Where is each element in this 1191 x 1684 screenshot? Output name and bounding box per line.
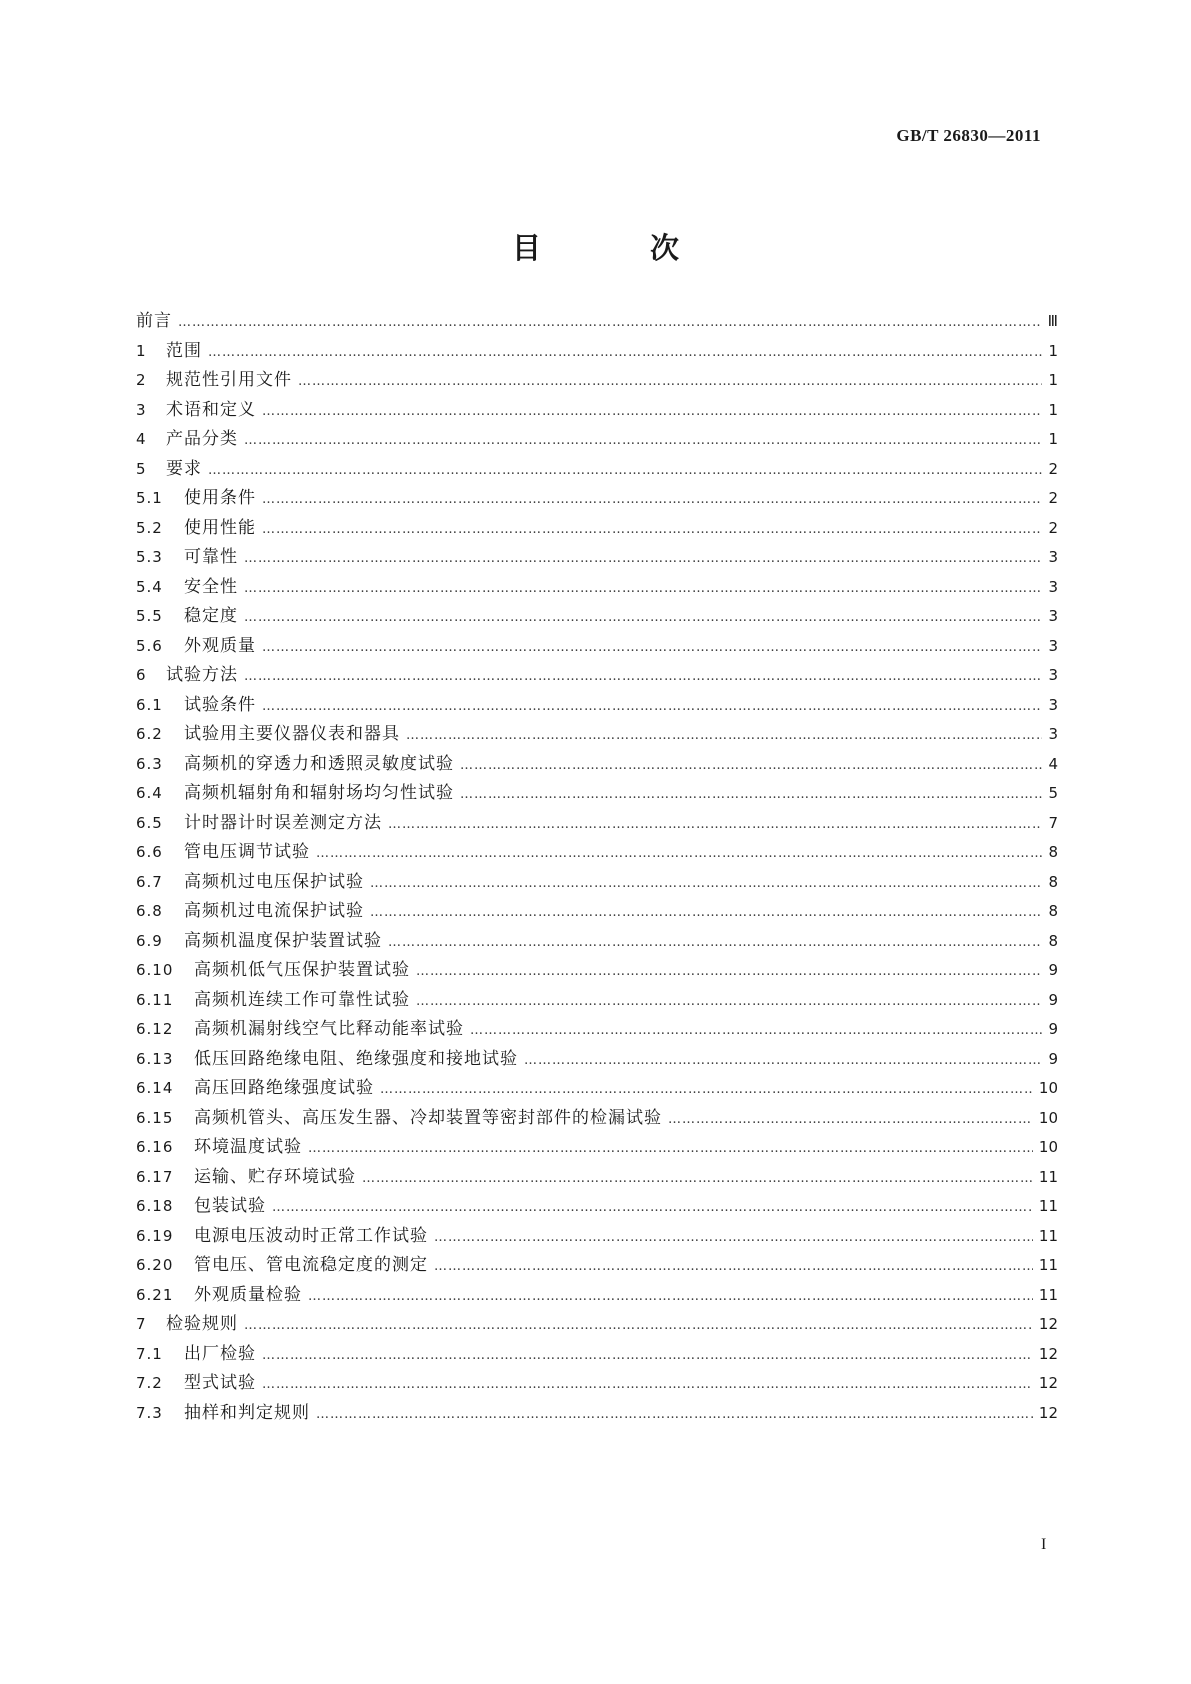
- page-number: I: [1041, 1536, 1047, 1553]
- toc-entry-page: 11: [1038, 1197, 1058, 1215]
- toc-entry-number: 6.14: [136, 1079, 174, 1097]
- toc-entry-page: 9: [1048, 961, 1058, 979]
- toc-entry[interactable]: [136, 1105, 1058, 1131]
- dot-leader: [406, 723, 1042, 749]
- toc-entry[interactable]: [136, 869, 1058, 895]
- toc-entry-number: 6.15: [136, 1108, 174, 1127]
- toc-entry-page: 3: [1048, 725, 1058, 743]
- toc-entry-title: 试验方法: [166, 665, 238, 685]
- toc-entry-page: 12: [1038, 1374, 1058, 1392]
- toc-entry-page: Ⅲ: [1047, 312, 1058, 330]
- toc-entry[interactable]: [136, 485, 1058, 511]
- toc-entry-title: 产品分类: [166, 429, 238, 449]
- toc-entry-number: 6.21: [136, 1285, 174, 1304]
- toc-entry-number: 6.20: [136, 1256, 174, 1274]
- dot-leader: [524, 1048, 1042, 1074]
- toc-entry-title: 管电压、管电流稳定度的测定: [194, 1255, 428, 1275]
- toc-entry-number: 5.5: [136, 607, 163, 625]
- toc-entry-number: 5: [136, 459, 147, 478]
- toc-entry-page: 4: [1048, 754, 1058, 773]
- dot-leader: [460, 753, 1042, 779]
- toc-entry-number: 6.9: [136, 931, 163, 950]
- toc-entry-number: 6.3: [136, 754, 163, 773]
- toc-entry-page: 2: [1048, 489, 1058, 507]
- dot-leader: [316, 1402, 1033, 1428]
- toc-entry-title: 环境温度试验: [194, 1137, 302, 1157]
- toc-entry-page: 10: [1038, 1079, 1058, 1097]
- toc-entry-title: 可靠性: [184, 547, 238, 567]
- dot-leader: [362, 1166, 1033, 1192]
- dot-leader: [262, 694, 1042, 720]
- toc-entry-page: 11: [1038, 1167, 1058, 1186]
- toc-entry-number: 6.17: [136, 1167, 174, 1186]
- toc-entry-number: 7.3: [136, 1403, 163, 1422]
- toc-entry[interactable]: [136, 1252, 1058, 1278]
- dot-leader: [272, 1195, 1033, 1221]
- dot-leader: [244, 605, 1042, 631]
- toc-entry-page: 1: [1048, 371, 1058, 389]
- toc-entry[interactable]: [136, 839, 1058, 865]
- dot-leader: [262, 1372, 1033, 1398]
- dot-leader: [388, 812, 1042, 838]
- toc-entry[interactable]: [136, 1046, 1058, 1072]
- dot-leader: [388, 930, 1042, 956]
- toc-entry[interactable]: [136, 751, 1058, 777]
- toc-entry-page: 9: [1048, 990, 1058, 1009]
- toc-entry[interactable]: [136, 957, 1058, 983]
- toc-entry-page: 3: [1048, 636, 1058, 655]
- toc-entry-number: 5.2: [136, 518, 163, 537]
- page-title: 目 次: [511, 231, 719, 265]
- toc-entry-title: 出厂检验: [184, 1343, 256, 1364]
- toc-entry[interactable]: [136, 1370, 1058, 1396]
- toc-entry-page: 3: [1048, 695, 1058, 714]
- toc-entry[interactable]: [136, 780, 1058, 806]
- toc-entry-title: 低压回路绝缘电阻、绝缘强度和接地试验: [194, 1048, 518, 1069]
- toc-entry-page: 10: [1038, 1108, 1058, 1127]
- dot-leader: [416, 989, 1042, 1015]
- toc-entry-number: 5.1: [136, 489, 163, 507]
- toc-entry[interactable]: [136, 367, 1058, 393]
- toc-entry[interactable]: [136, 1164, 1058, 1190]
- dot-leader: [308, 1284, 1033, 1310]
- toc-entry-page: 1: [1048, 430, 1058, 448]
- toc-entry[interactable]: [136, 1134, 1058, 1160]
- toc-entry-title: 管电压调节试验: [184, 842, 310, 862]
- dot-leader: [416, 959, 1042, 985]
- toc-entry[interactable]: [136, 1282, 1058, 1308]
- toc-entry[interactable]: [136, 515, 1058, 541]
- dot-leader: [470, 1018, 1042, 1044]
- dot-leader: [262, 399, 1042, 425]
- dot-leader: [460, 782, 1042, 808]
- toc-entry-title: 电源电压波动时正常工作试验: [194, 1225, 428, 1246]
- toc-entry-title: 高频机过电流保护试验: [184, 901, 364, 921]
- toc-entry-page: 11: [1038, 1256, 1058, 1274]
- dot-leader: [244, 546, 1042, 572]
- toc-entry-title: 稳定度: [184, 606, 238, 626]
- toc-entry[interactable]: [136, 603, 1058, 629]
- toc-entry-title: 安全性: [184, 576, 238, 597]
- toc-entry[interactable]: [136, 1016, 1058, 1042]
- dot-leader: [244, 576, 1042, 602]
- toc-entry-page: 8: [1048, 931, 1058, 950]
- toc-entry[interactable]: [136, 308, 1058, 334]
- dot-leader: [370, 900, 1042, 926]
- toc-entry-title: 抽样和判定规则: [184, 1402, 310, 1423]
- toc-entry-number: 6.8: [136, 902, 163, 920]
- standard-code: GB/T 26830—2011: [896, 126, 1041, 145]
- toc-entry-title: 高频机温度保护装置试验: [184, 930, 382, 951]
- toc-entry-page: 11: [1038, 1285, 1058, 1304]
- toc-entry-page: 5: [1048, 784, 1058, 802]
- dot-leader: [308, 1136, 1033, 1162]
- dot-leader: [262, 517, 1042, 543]
- toc-entry-title: 计时器计时误差测定方法: [184, 812, 382, 833]
- toc-entry-page: 8: [1048, 843, 1058, 861]
- toc-entry-title: 前言: [136, 311, 172, 331]
- toc-entry[interactable]: [136, 456, 1058, 482]
- toc-entry-number: 6.10: [136, 961, 174, 979]
- dot-leader: [262, 635, 1042, 661]
- toc-entry-number: 6.7: [136, 872, 163, 891]
- dot-leader: [668, 1107, 1033, 1133]
- toc-entry-title: 高频机的穿透力和透照灵敏度试验: [184, 753, 454, 774]
- toc-entry[interactable]: [136, 574, 1058, 600]
- dot-leader: [208, 340, 1042, 366]
- toc-entry[interactable]: [136, 1341, 1058, 1367]
- toc-entry[interactable]: [136, 987, 1058, 1013]
- toc-entry-number: 2: [136, 371, 147, 389]
- toc-entry-title: 规范性引用文件: [166, 370, 292, 390]
- toc-entry-page: 8: [1048, 872, 1058, 891]
- toc-entry-number: 3: [136, 400, 147, 419]
- toc-entry-title: 高频机辐射角和辐射场均匀性试验: [184, 783, 454, 803]
- toc-entry-title: 高压回路绝缘强度试验: [194, 1078, 374, 1098]
- toc-entry-page: 8: [1048, 902, 1058, 920]
- toc-entry[interactable]: [136, 721, 1058, 747]
- toc-entry-number: 6.4: [136, 784, 163, 802]
- toc-entry-page: 10: [1038, 1138, 1058, 1156]
- toc-entry-number: 6.5: [136, 813, 163, 832]
- toc-entry-page: 9: [1048, 1049, 1058, 1068]
- toc-entry-title: 外观质量检验: [194, 1284, 302, 1305]
- toc-entry-page: 12: [1038, 1315, 1058, 1333]
- toc-entry-title: 包装试验: [194, 1196, 266, 1216]
- dot-leader: [316, 841, 1042, 867]
- dot-leader: [262, 487, 1042, 513]
- toc-entry-number: 6: [136, 666, 147, 684]
- toc-entry-page: 2: [1048, 518, 1058, 537]
- dot-leader: [244, 1313, 1033, 1339]
- dot-leader: [208, 458, 1042, 484]
- toc-entry-page: 7: [1048, 813, 1058, 832]
- toc-entry-title: 高频机连续工作可靠性试验: [194, 989, 410, 1010]
- toc-entry-number: 6.6: [136, 843, 163, 861]
- toc-entry-title: 使用条件: [184, 488, 256, 508]
- toc-entry-page: 1: [1048, 341, 1058, 360]
- toc-entry-number: 7.1: [136, 1344, 163, 1363]
- toc-entry-number: 1: [136, 341, 147, 360]
- toc-entry-title: 运输、贮存环境试验: [194, 1166, 356, 1187]
- toc-entry-title: 试验用主要仪器仪表和器具: [184, 724, 400, 744]
- toc-entry[interactable]: [136, 1193, 1058, 1219]
- toc-entry[interactable]: [136, 692, 1058, 718]
- toc-entry-title: 高频机管头、高压发生器、冷却装置等密封部件的检漏试验: [194, 1107, 662, 1128]
- toc-entry-page: 3: [1048, 666, 1058, 684]
- toc-entry-page: 3: [1048, 577, 1058, 596]
- toc-entry-title: 术语和定义: [166, 399, 256, 420]
- dot-leader: [244, 664, 1042, 690]
- toc-entry-number: 6.11: [136, 990, 174, 1009]
- toc-entry-page: 3: [1048, 548, 1058, 566]
- toc-entry-title: 高频机漏射线空气比释动能率试验: [194, 1019, 464, 1039]
- dot-leader: [434, 1254, 1033, 1280]
- toc-entry-number: 4: [136, 430, 147, 448]
- dot-leader: [244, 428, 1042, 454]
- toc-entry-page: 12: [1038, 1403, 1058, 1422]
- toc-entry-number: 6.1: [136, 695, 163, 714]
- toc-entry[interactable]: [136, 1400, 1058, 1426]
- toc-entry[interactable]: [136, 1075, 1058, 1101]
- toc-entry-page: 11: [1038, 1226, 1058, 1245]
- toc-entry[interactable]: [136, 426, 1058, 452]
- toc-entry-title: 试验条件: [184, 694, 256, 715]
- dot-leader: [370, 871, 1042, 897]
- toc-entry-number: 7.2: [136, 1374, 163, 1392]
- toc-entry[interactable]: [136, 1223, 1058, 1249]
- toc-entry-page: 12: [1038, 1344, 1058, 1363]
- toc-entry-page: 3: [1048, 607, 1058, 625]
- toc-entry-title: 高频机低气压保护装置试验: [194, 960, 410, 980]
- dot-leader: [262, 1343, 1033, 1369]
- toc-entry-number: 6.18: [136, 1197, 174, 1215]
- toc-entry-number: 6.16: [136, 1138, 174, 1156]
- toc-entry-number: 5.6: [136, 636, 163, 655]
- toc-entry[interactable]: [136, 1311, 1058, 1337]
- toc-entry[interactable]: [136, 810, 1058, 836]
- toc-entry[interactable]: [136, 662, 1058, 688]
- toc-entry[interactable]: [136, 633, 1058, 659]
- toc-entry-title: 使用性能: [184, 517, 256, 538]
- toc-entry-page: 2: [1048, 459, 1058, 478]
- toc-entry-number: 6.12: [136, 1020, 174, 1038]
- toc-entry[interactable]: [136, 397, 1058, 423]
- toc-entry[interactable]: [136, 928, 1058, 954]
- dot-leader: [434, 1225, 1033, 1251]
- toc-entry-number: 5.3: [136, 548, 163, 566]
- dot-leader: [380, 1077, 1033, 1103]
- toc-entry-page: 1: [1048, 400, 1058, 419]
- toc-entry-number: 7: [136, 1315, 147, 1333]
- toc-entry-page: 9: [1048, 1020, 1058, 1038]
- toc-entry-number: 6.19: [136, 1226, 174, 1245]
- toc-entry-number: 5.4: [136, 577, 163, 596]
- toc-entry-title: 要求: [166, 458, 202, 479]
- toc-entry[interactable]: [136, 544, 1058, 570]
- toc-entry-title: 检验规则: [166, 1314, 238, 1334]
- toc-entry-title: 高频机过电压保护试验: [184, 871, 364, 892]
- toc-entry-number: 6.2: [136, 725, 163, 743]
- dot-leader: [298, 369, 1042, 395]
- toc-entry-number: 6.13: [136, 1049, 174, 1068]
- toc-entry[interactable]: [136, 338, 1058, 364]
- dot-leader: [178, 310, 1042, 336]
- toc-entry[interactable]: [136, 898, 1058, 924]
- toc-entry-title: 外观质量: [184, 635, 256, 656]
- toc-entry-title: 范围: [166, 340, 202, 361]
- toc-entry-title: 型式试验: [184, 1373, 256, 1393]
